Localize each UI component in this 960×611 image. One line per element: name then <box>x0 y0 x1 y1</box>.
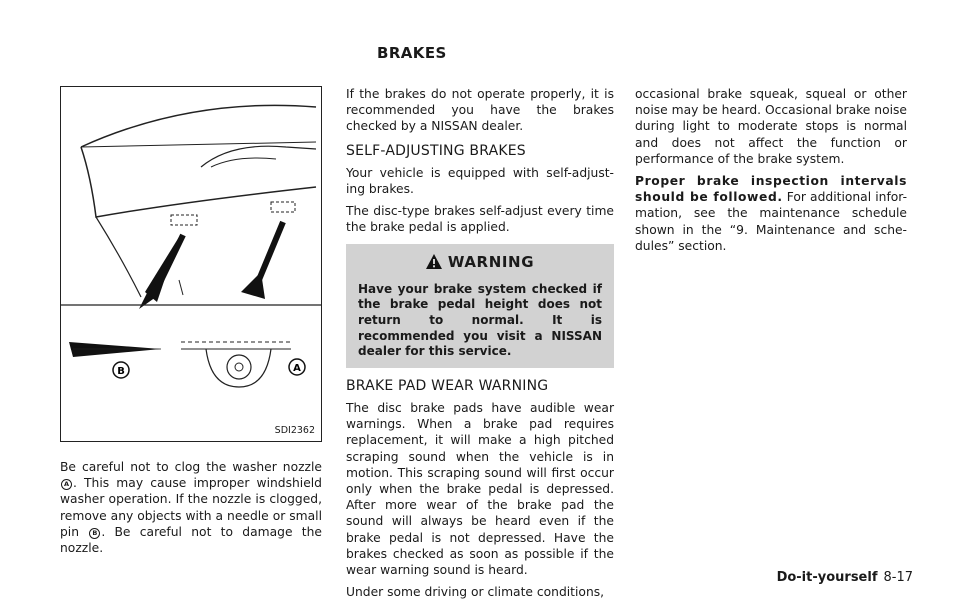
warning-heading <box>358 254 602 270</box>
text-run: . This may cause improper windshield washer operation. If the nozzle is clogged, remove any objects with a needle or small pin <box>60 476 322 539</box>
page-footer <box>777 570 913 585</box>
pad-wear-p1: The disc brake pads have audible wear warnings. When a brake pad requires replacement, it will make a high pitched scraping sound when the vehicle is in motion. This scraping sound will first occur only when the brake pedal is depressed. After more wear of the brake pad the sound will always be heard even if the brake pedal is not depressed. Have the brakes checked as soon as possible if the wear warning sound is heard. <box>346 401 614 578</box>
inspection-lead: Proper brake inspection intervals should be followed. <box>635 174 907 205</box>
left-column <box>60 459 322 562</box>
inspection-paragraph <box>635 173 907 254</box>
pad-wear-heading: BRAKE PAD WEAR WARNING <box>346 377 549 394</box>
marker-b: B <box>89 528 100 539</box>
washer-nozzle-figure <box>60 86 322 442</box>
warning-text: Have your brake system checked if the brake pedal height does not return to normal. It is recommended you visit a NISSAN dealer for this service. <box>358 281 602 359</box>
section-title: BRAKES <box>377 44 447 62</box>
text-run: Be careful not to clog the washer nozzle <box>60 460 322 474</box>
self-adjusting-heading: SELF-ADJUSTING BRAKES <box>346 142 526 159</box>
figure-label-a: A <box>293 363 301 374</box>
brakes-intro: If the brakes do not operate properly, it is recommended you have the brakes checked by a NISSAN dealer. <box>346 87 614 134</box>
warning-triangle-icon <box>426 254 442 269</box>
figure-code: SDI2362 <box>274 425 315 436</box>
page-number: 8-17 <box>883 570 913 585</box>
marker-a: A <box>61 479 72 490</box>
right-column <box>635 86 907 260</box>
brake-noise-paragraph: occasional brake squeak, squeal or other noise may be heard. Occasional brake noise during light to moderate stops is normal and does not affect the function or performance of the brake system. <box>635 87 907 166</box>
warning-box <box>346 244 614 368</box>
washer-nozzle-paragraph <box>60 459 322 556</box>
text-run: . Be careful not to damage the nozzle. <box>60 524 322 556</box>
self-adjusting-p2: The disc-type brakes self-adjust every time the brake pedal is applied. <box>346 204 614 235</box>
pad-wear-p2: Under some driving or climate conditions, <box>346 585 605 600</box>
middle-column <box>346 86 614 606</box>
warning-title: WARNING <box>447 252 535 271</box>
figure-label-b: B <box>117 366 125 377</box>
chapter-name: Do-it-yourself <box>776 570 878 585</box>
inspection-rest: For additional infor-mation, see the maintenance schedule shown in the “9. Maintenance and sche-dules” section. <box>635 190 908 253</box>
washer-nozzle-illustration <box>61 87 321 441</box>
self-adjusting-p1: Your vehicle is equipped with self-adjust-ing brakes. <box>346 165 614 197</box>
